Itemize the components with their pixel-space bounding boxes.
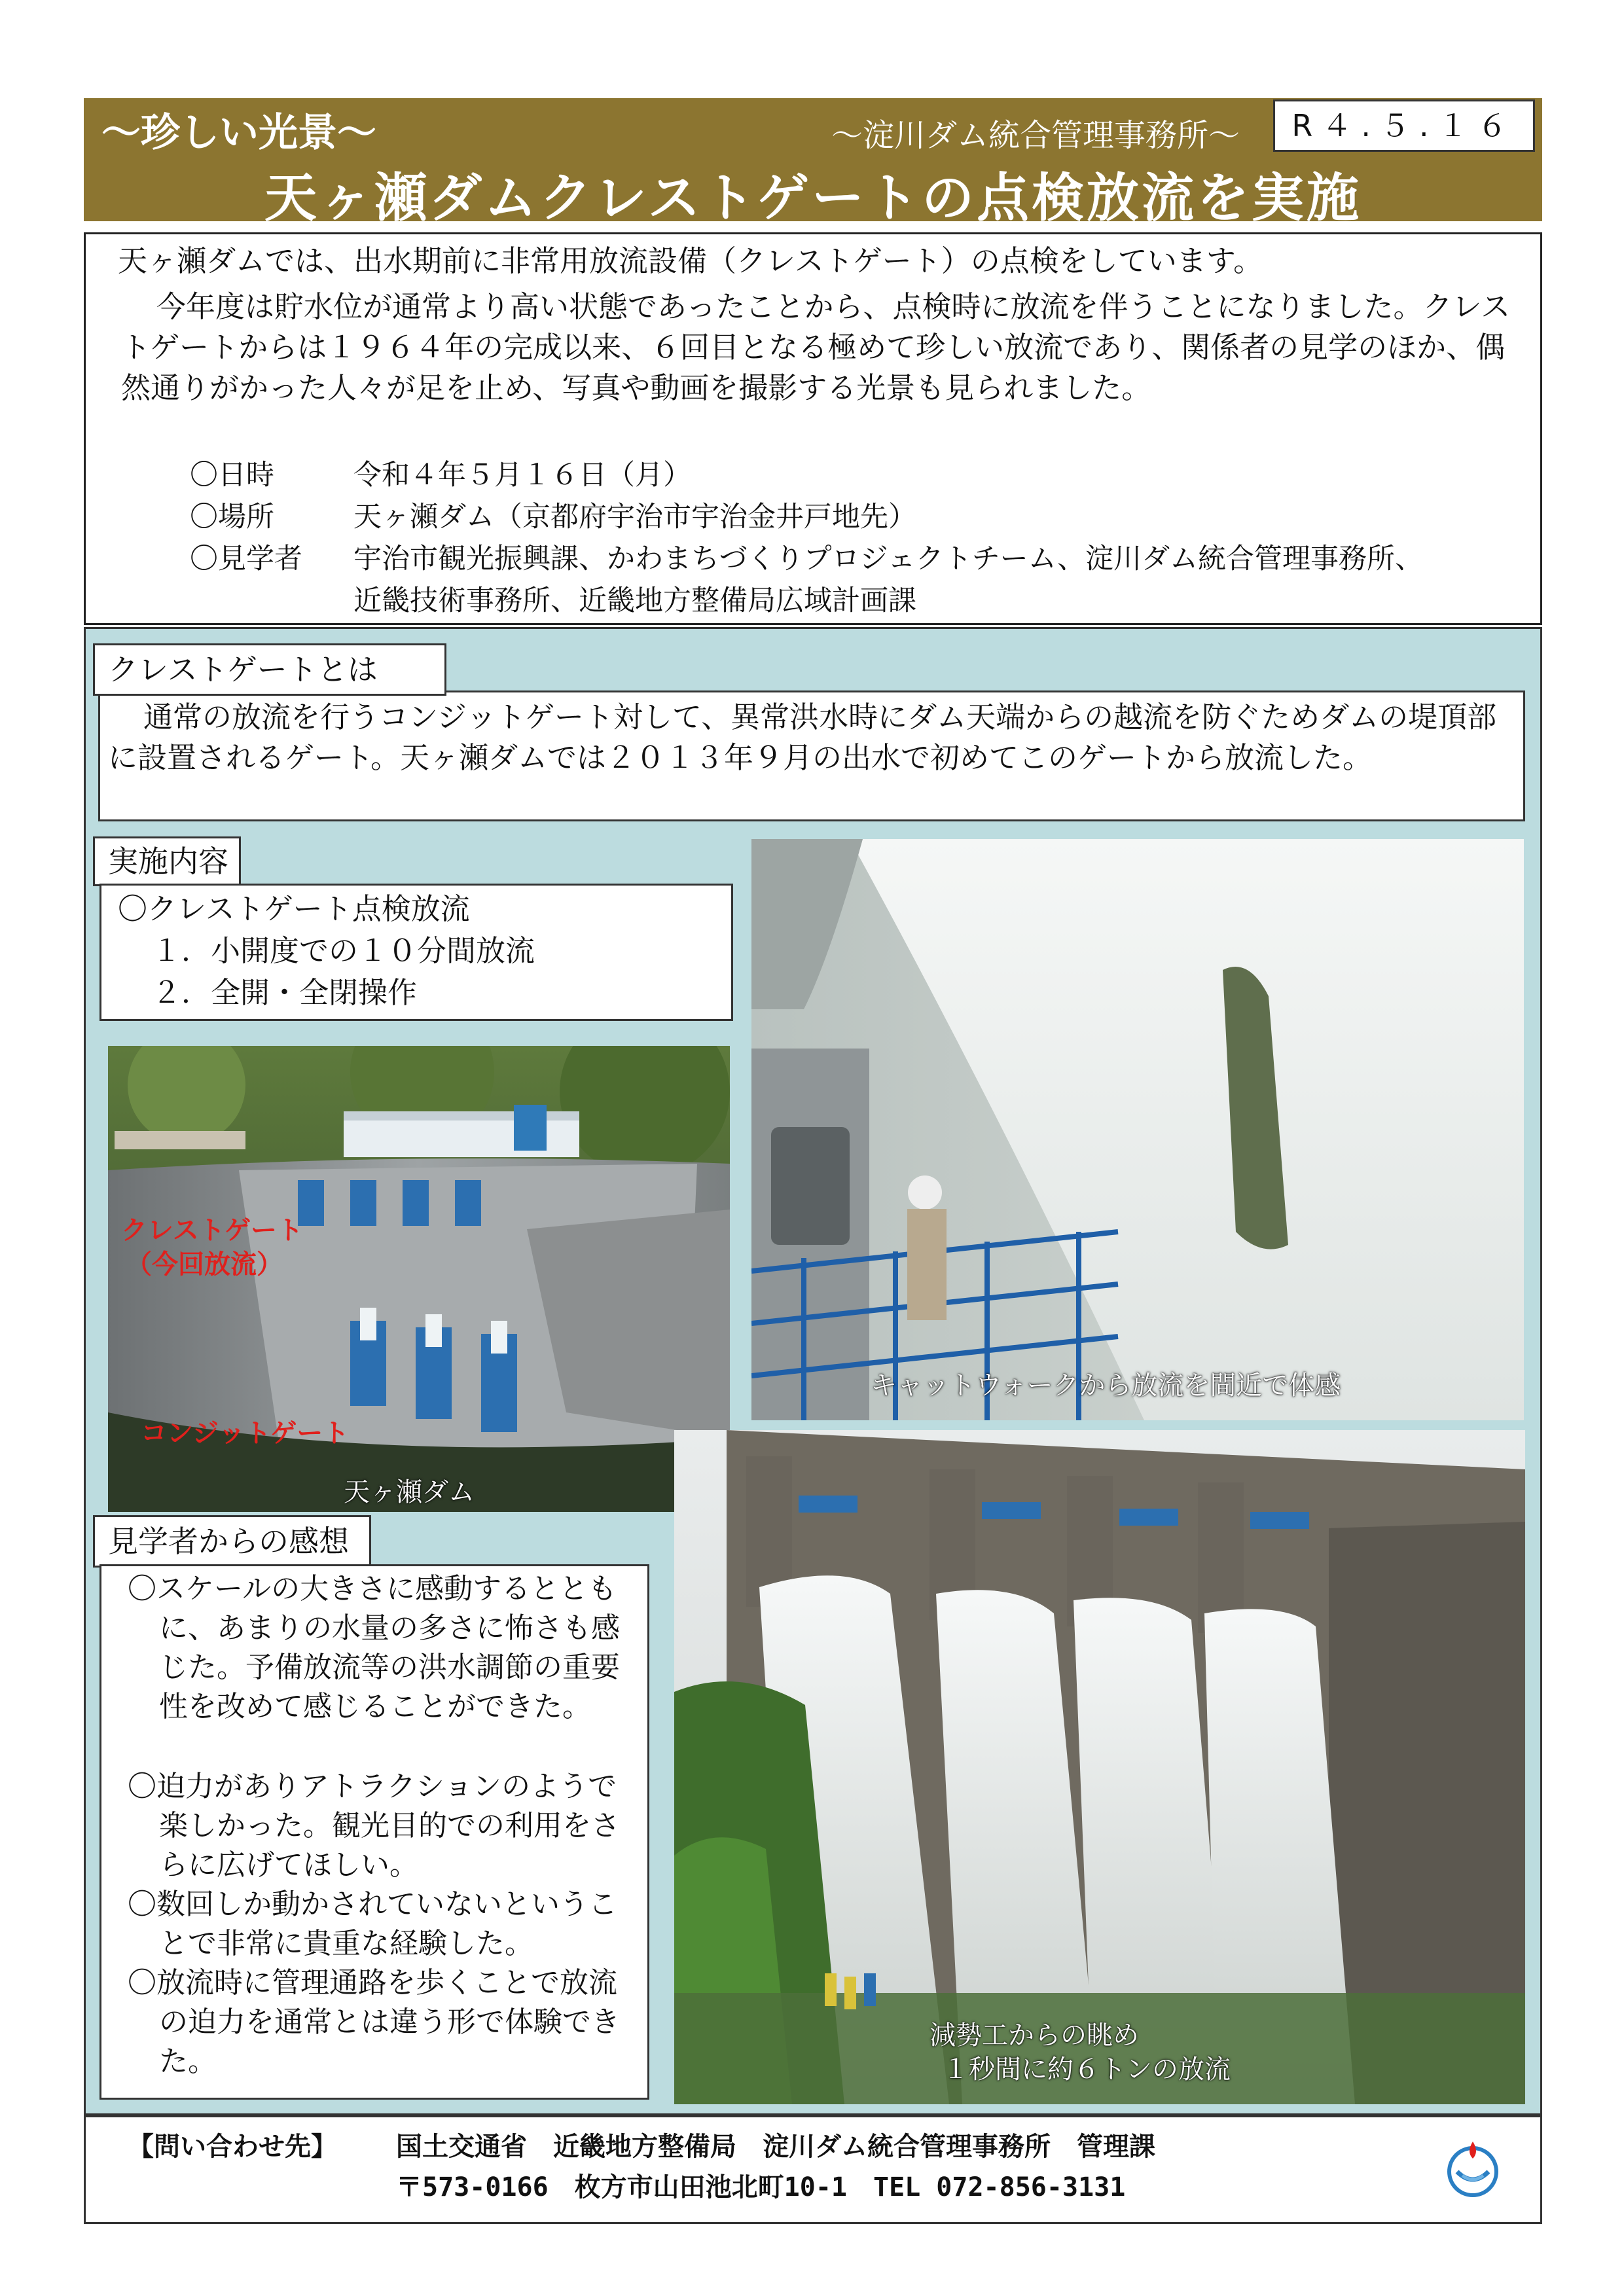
detail-value-place: 天ヶ瀬ダム（京都府宇治市宇治金井戸地先） — [353, 501, 916, 533]
release-photo-caption-2: １秒間に約６トンの放流 — [943, 2054, 1231, 2085]
crest-gate-label: クレストゲート — [121, 1215, 303, 1246]
date-badge: R４.５.１６ — [1273, 99, 1535, 152]
detail-value-date: 令和４年５月１６日（月） — [353, 459, 691, 492]
crest-gate-sublabel: （今回放流） — [126, 1249, 283, 1280]
contact-org: 国土交通省 近畿地方整備局 淀川ダム統合管理事務所 管理課 — [396, 2132, 1155, 2162]
intro-paragraph-2: 今年度は貯水位が通常より高い状態であったことから、点検時に放流を伴うことになりました。クレストゲートからは１９６４年の完成以来、６回目となる極めて珍しい放流であり、関係者の見学のほか、偶然通りがかった人々が足を止め、写真や動画を撮影する光景も見られました。 — [121, 289, 1511, 405]
conduit-gate-label: コンジットゲート — [141, 1418, 350, 1448]
work-item-2: １．小開度での１０分間放流 — [152, 933, 535, 968]
detail-value-visitors: 宇治市観光振興課、かわまちづくりプロジェクトチーム、淀川ダム統合管理事務所、 — [353, 543, 1423, 575]
header-tagline: ～珍しい光景～ — [101, 110, 376, 156]
detail-value-visitors-2: 近畿技術事務所、近畿地方整備局広域計画課 — [353, 584, 916, 617]
impression-2: 〇迫力がありアトラクションのようで楽しかった。観光目的での利用をさらに広げてほしい。 — [128, 1770, 620, 1882]
impression-4: 〇放流時に管理通路を歩くことで放流の迫力を通常とは違う形で体験できた。 — [128, 1966, 620, 2078]
impressions-heading: 見学者からの感想 — [93, 1515, 371, 1568]
detail-label-date: 〇日時 — [190, 459, 274, 492]
detail-label-visitors: 〇見学者 — [190, 543, 302, 575]
dam-photo-caption: 天ヶ瀬ダム — [344, 1477, 475, 1507]
contact-label: 【問い合わせ先】 — [128, 2132, 337, 2162]
crest-gate-heading: クレストゲートとは — [93, 643, 446, 696]
catwalk-photo-caption: キャットウォークから放流を間近で体感 — [871, 1371, 1341, 1401]
catwalk-photo — [751, 839, 1524, 1420]
ministry-logo-icon — [1447, 2135, 1499, 2200]
work-item-3: ２．全開・全閉操作 — [152, 975, 418, 1010]
page-title: 天ヶ瀬ダムクレストゲートの点検放流を実施 — [264, 168, 1362, 228]
crest-gate-text: 通常の放流を行うコンジットゲート対して、異常洪水時にダム天端からの越流を防ぐためダムの堤頂部に設置されるゲート。天ヶ瀬ダムでは２０１３年９月の出水で初めてこのゲートから放流した。 — [108, 700, 1497, 775]
impression-1: 〇スケールの大きさに感動するとともに、あまりの水量の多さに怖さも感じた。予備放流等の洪水調節の重要性を改めて感じることができた。 — [128, 1572, 620, 1723]
work-item-1: 〇クレストゲート点検放流 — [118, 891, 470, 926]
release-photo-caption-1: 減勢工からの眺め — [929, 2020, 1139, 2051]
office-name: ～淀川ダム統合管理事務所～ — [831, 117, 1240, 154]
release-photo-image — [674, 1430, 1525, 2104]
impression-3: 〇数回しか動かされていないということで非常に貴重な経験した。 — [128, 1888, 617, 1960]
detail-label-place: 〇場所 — [190, 501, 274, 533]
intro-paragraph-1: 天ヶ瀬ダムでは、出水期前に非常用放流設備（クレストゲート）の点検をしています。 — [118, 243, 1263, 278]
contact-address: 〒573-0166 枚方市山田池北町10-1 TEL 072-856-3131 — [396, 2172, 1126, 2202]
work-heading: 実施内容 — [93, 836, 241, 886]
release-photo — [674, 1430, 1525, 2104]
catwalk-photo-image — [751, 839, 1524, 1420]
